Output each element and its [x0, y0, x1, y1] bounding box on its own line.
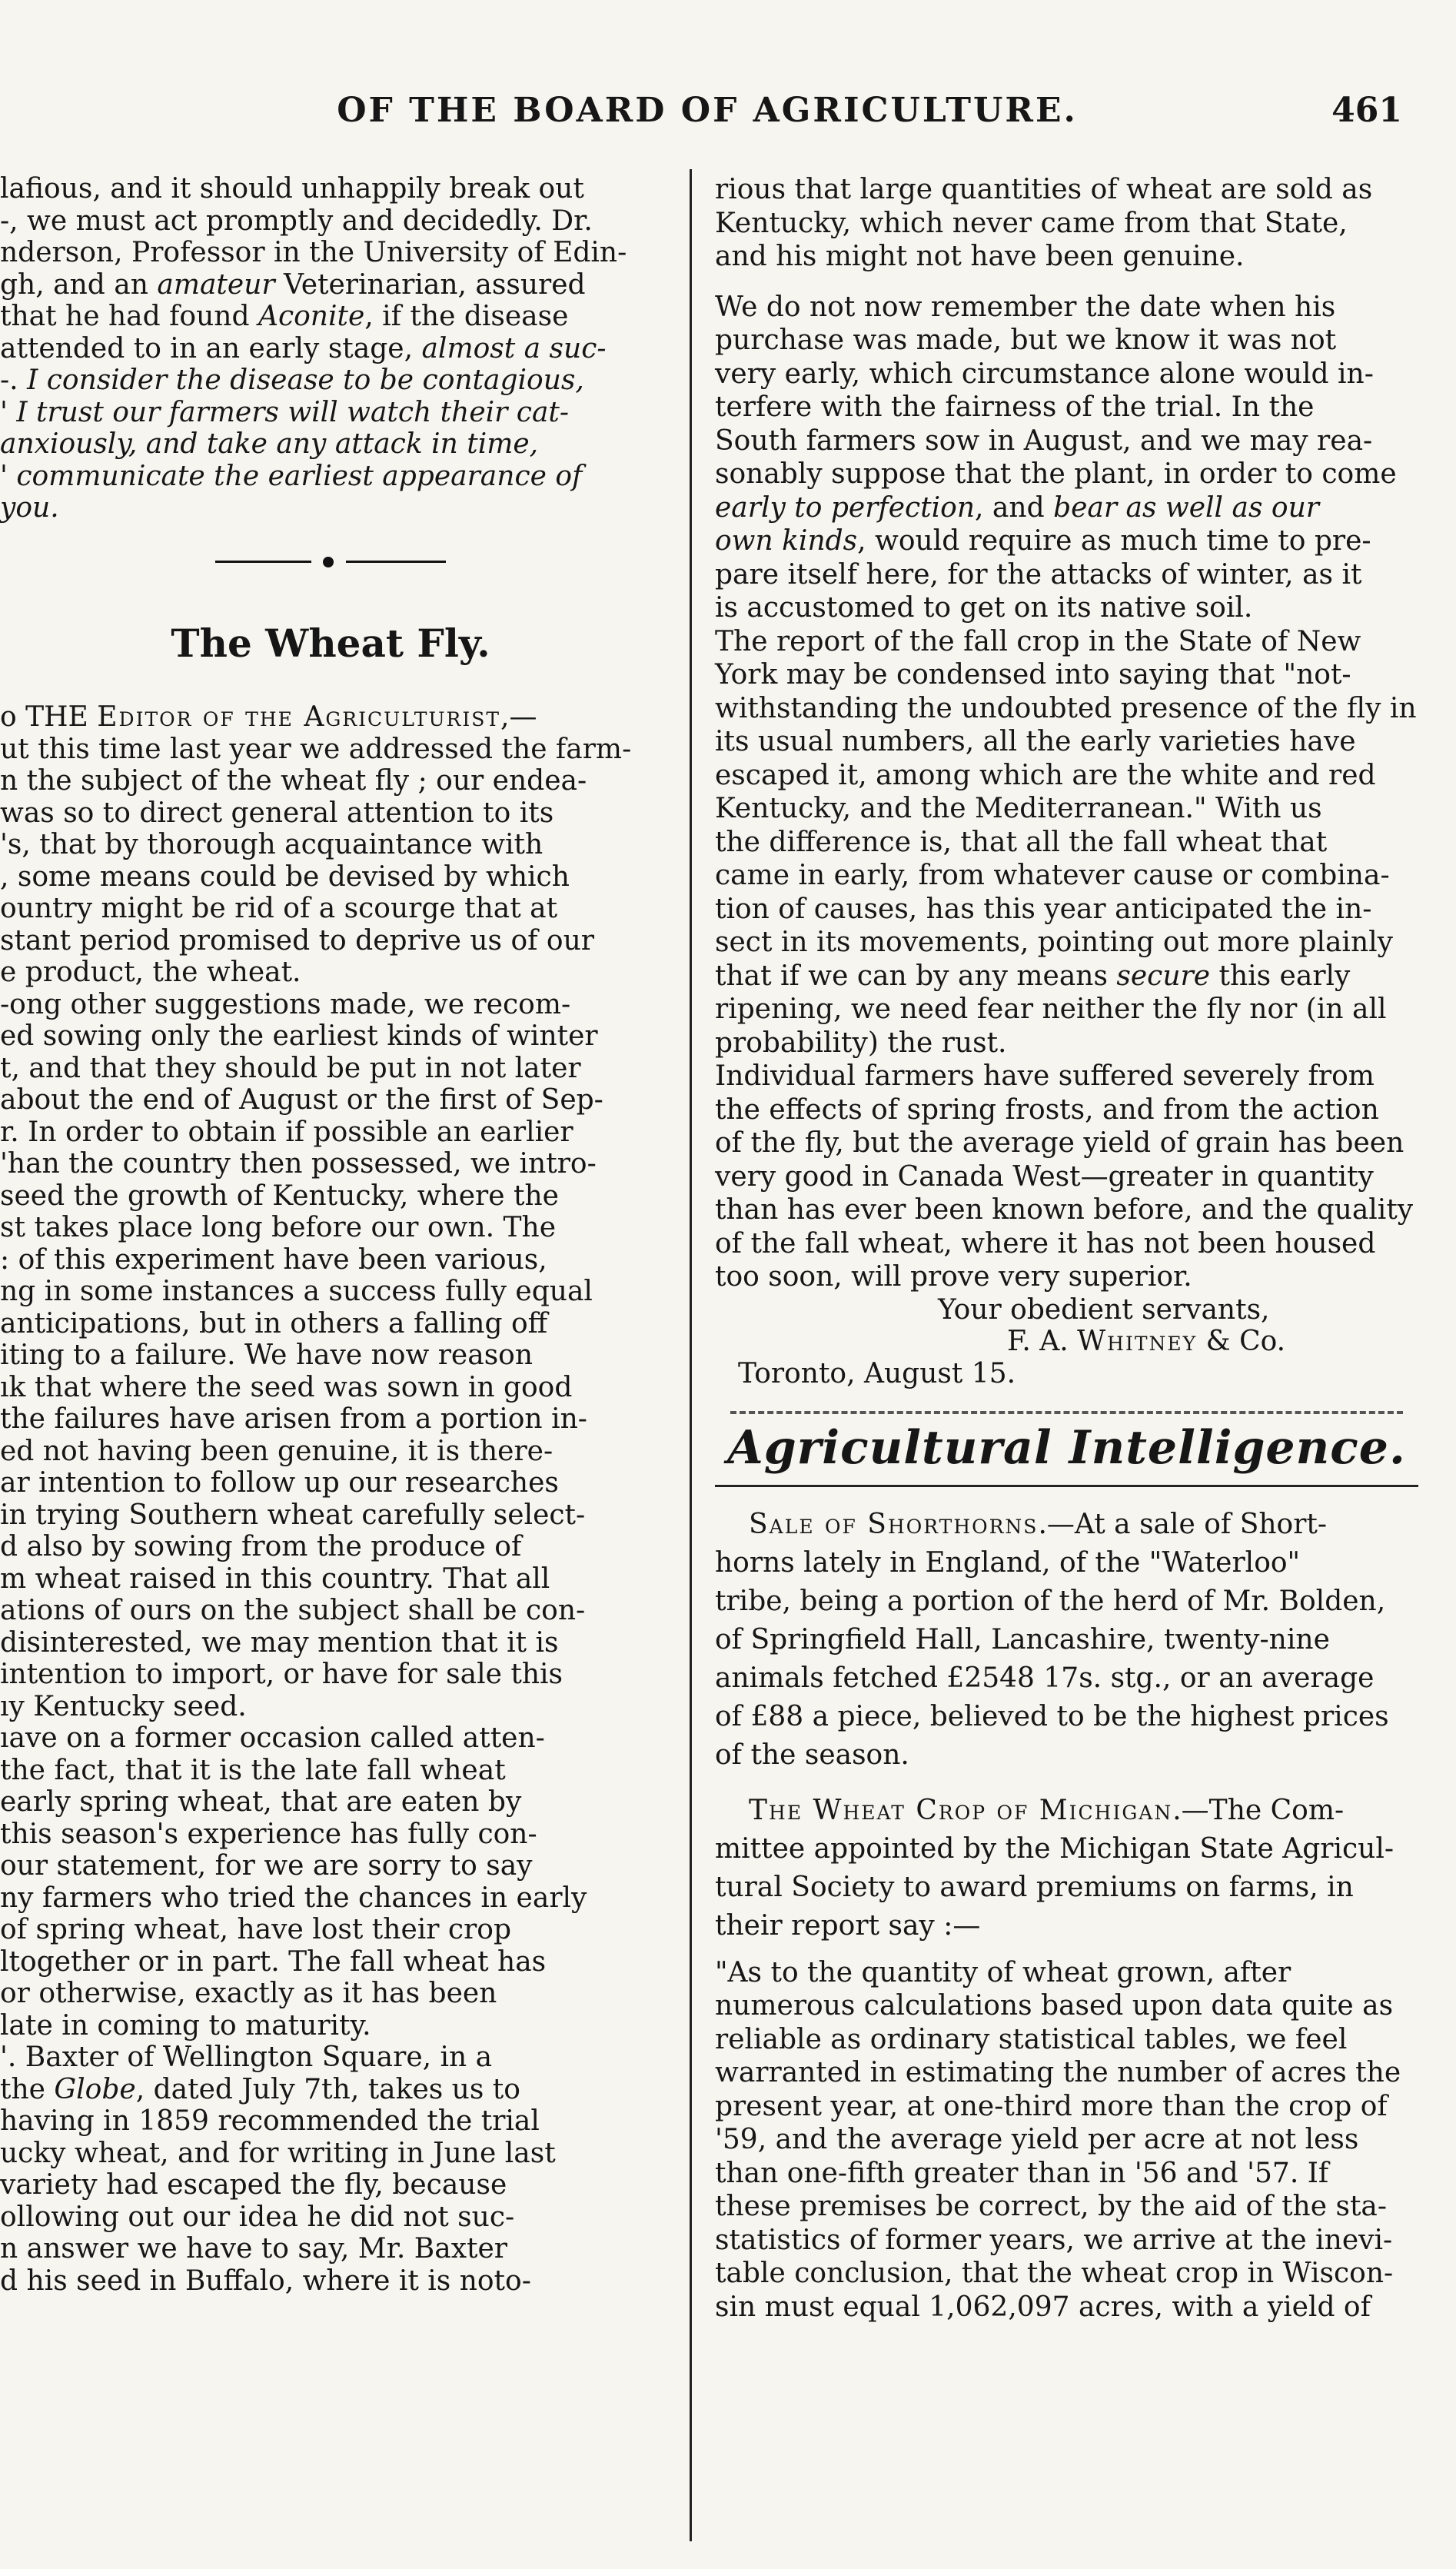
text-line: intention to import, or have for sale this: [0, 1659, 563, 1690]
text-line: ollowing out our idea he did not suc-: [0, 2201, 515, 2233]
text-line: warranted in estimating the number of acres the: [715, 2057, 1401, 2088]
italic-run: own kinds: [715, 525, 858, 557]
text-line: tural Society to award premiums on farms, in: [715, 1871, 1354, 1903]
small-caps-run: Whitney: [1077, 1326, 1198, 1357]
text-line: disinterested, we may mention that it is: [0, 1626, 559, 1659]
text-line: York may be condensed into saying that "not-: [715, 659, 1351, 691]
michigan-body: [715, 1830, 1418, 1945]
text-line: of spring wheat, have lost their crop: [0, 1914, 511, 1945]
text-line: ık that where the seed was sown in good: [0, 1371, 573, 1403]
text-line: "As to the quantity of wheat grown, after: [715, 1956, 1291, 1988]
paragraph: [715, 1060, 1418, 1294]
text-line: reliable as ordinary statistical tables, we feel: [715, 2023, 1348, 2055]
text-line: [715, 960, 1418, 993]
closing: Your obedient servants,: [938, 1293, 1270, 1326]
text-line: ıave on a former occasion called atten-: [0, 1722, 545, 1754]
left-column: [0, 173, 661, 2297]
text-line: nderson, Professor in the University of Edin-: [0, 237, 627, 268]
text-line: Kentucky, and the Mediterranean." With us: [715, 793, 1322, 824]
text-line: you.: [0, 492, 59, 524]
text-line: stant period promised to deprive us of our: [0, 924, 594, 957]
text-line: early spring wheat, that are eaten by: [0, 1786, 522, 1818]
text-line: withstanding the undoubted presence of the fly in: [715, 692, 1417, 724]
text-run: , would require as much time to pre-: [857, 525, 1371, 557]
text-line: ations of ours on the subject shall be con-: [0, 1595, 586, 1626]
text-line: the effects of spring frosts, and from the action: [715, 1093, 1379, 1126]
text-run: & Co.: [1197, 1326, 1286, 1357]
text-line: [0, 2074, 661, 2106]
text-line: escaped it, among which are the white and red: [715, 759, 1376, 791]
italic-run: secure: [1116, 960, 1211, 992]
text-run: o THE: [0, 701, 98, 733]
text-line: lafious, and it should unhappily break out: [0, 173, 584, 205]
text-line: We do not now remember the date when his: [715, 291, 1336, 323]
text-line: t, and that they should be put in not later: [0, 1052, 581, 1084]
text-line: of Springfield Hall, Lancashire, twenty-nine: [715, 1623, 1330, 1656]
text-line: variety had escaped the fly, because: [0, 2169, 507, 2201]
text-line: ut this time last year we addressed the farm-: [0, 733, 632, 765]
text-line: [0, 301, 661, 333]
text-line: ng in some instances a success fully equal: [0, 1276, 593, 1307]
text-line: ' I trust our farmers will watch their cat-: [0, 396, 570, 428]
text-line: animals fetched £2548 17s. stg., or an average: [715, 1662, 1375, 1694]
italic-run: almost a suc-: [421, 332, 607, 364]
paragraph: [715, 625, 1418, 960]
text-line: having in 1859 recommended the trial: [0, 2105, 540, 2137]
paragraph-end: [715, 993, 1418, 1060]
text-run: that he had found: [0, 301, 258, 332]
wheat-fly-letter-body: [0, 734, 661, 2074]
text-line: ıy Kentucky seed.: [0, 1690, 247, 1722]
italic-run: amateur: [157, 268, 275, 301]
text-line: these premises be correct, by the aid of the sta-: [715, 2191, 1388, 2222]
text-line: [0, 364, 661, 397]
text-line: ny farmers who tried the chances in early: [0, 1882, 587, 1914]
text-line: [715, 491, 1418, 525]
michigan-quote: [715, 1956, 1418, 2324]
text-line: -ong other suggestions made, we recom-: [0, 988, 571, 1020]
text-line: n answer we have to say, Mr. Baxter: [0, 2233, 507, 2265]
text-line: mittee appointed by the Michigan State Agricul-: [715, 1832, 1395, 1865]
text-line: ltogether or in part. The fall wheat has: [0, 1945, 547, 1978]
ornamental-divider: [215, 551, 446, 574]
text-line: table conclusion, that the wheat crop in Wiscon-: [715, 2258, 1394, 2289]
italic-run: Aconite: [258, 301, 365, 332]
text-line: terfere with the fairness of the trial. In the: [715, 391, 1315, 423]
wheat-fly-letter-tail: [0, 2105, 661, 2297]
text-line: the difference is, that all the fall wheat that: [715, 826, 1328, 858]
text-line: is accustomed to get on its native soil.: [715, 592, 1253, 624]
text-line: pare itself here, for the attacks of winter, as it: [715, 558, 1362, 591]
text-line: ar intention to follow up our researches: [0, 1467, 559, 1499]
italic-run: I consider the disease to be contagious,: [27, 364, 584, 396]
text-line: ed not having been genuine, it is there-: [0, 1435, 553, 1467]
italic-run: bear as well as our: [1053, 491, 1319, 524]
text-run: .—At a sale of Short-: [1038, 1508, 1328, 1540]
text-line: very early, which circumstance alone would in-: [715, 358, 1374, 390]
text-run: F. A.: [1007, 1326, 1078, 1357]
text-line: of the season.: [715, 1739, 909, 1771]
text-line: Individual farmers have suffered severely from: [715, 1060, 1375, 1092]
text-line: ripening, we need fear neither the fly nor (in all: [715, 993, 1387, 1025]
small-caps-run: The Wheat Crop of Michigan: [749, 1794, 1173, 1826]
text-line: of the fall wheat, where it has not been housed: [715, 1227, 1376, 1260]
text-line: too soon, will prove very superior.: [715, 1261, 1192, 1293]
text-run: the: [0, 2073, 55, 2105]
text-run: this early: [1210, 960, 1351, 992]
text-line: 's, that by thorough acquaintance with: [0, 829, 544, 860]
text-line: ucky wheat, and for writing in June last: [0, 2137, 556, 2169]
text-line: came in early, from whatever cause or combina-: [715, 860, 1390, 891]
text-line: their report say :—: [715, 1909, 981, 1942]
text-line: , some means could be devised by which: [0, 860, 570, 893]
horizontal-rule: [715, 1485, 1418, 1487]
shorthorns-item: [715, 1506, 1418, 1775]
text-run: , and: [975, 491, 1054, 524]
text-run: Veterinarian, assured: [274, 268, 586, 301]
text-line: the fact, that it is the late fall wheat: [0, 1754, 506, 1786]
text-line: The report of the fall crop in the State of New: [715, 625, 1361, 657]
text-line: sonably suppose that the plant, in order to come: [715, 458, 1397, 490]
text-line: of £88 a piece, believed to be the highest prices: [715, 1700, 1389, 1732]
text-line: '. Baxter of Wellington Square, in a: [0, 2042, 493, 2073]
small-caps-run: Editor of the Agriculturist: [97, 701, 501, 733]
text-line: [715, 1506, 1418, 1544]
text-line: d his seed in Buffalo, where it is noto-: [0, 2265, 531, 2297]
text-line: e product, the wheat.: [0, 957, 301, 988]
text-line: [0, 333, 661, 365]
running-head: OF THE BOARD OF AGRICULTURE.: [337, 91, 1078, 130]
text-run: gh, and an: [0, 268, 158, 301]
place-date: Toronto, August 15.: [738, 1357, 1016, 1389]
michigan-item: [715, 1792, 1418, 1945]
text-line: -, we must act promptly and decidedly. Dr.: [0, 205, 593, 237]
italic-run: Globe: [54, 2073, 136, 2105]
text-line: was so to direct general attention to its: [0, 797, 554, 829]
text-line: ountry might be rid of a scourge that at: [0, 893, 558, 924]
text-run: attended to in an early stage,: [0, 332, 422, 364]
continued-paragraph: [715, 173, 1418, 274]
paragraph-end: [715, 558, 1418, 625]
text-line: ' communicate the earliest appearance of: [0, 460, 583, 492]
text-line: tribe, being a portion of the herd of Mr. Bolden,: [715, 1585, 1386, 1617]
text-line: '59, and the average yield per acre at not less: [715, 2124, 1359, 2155]
text-line: d also by sowing from the produce of: [0, 1531, 522, 1562]
text-line: of the fly, but the average yield of grain has been: [715, 1127, 1404, 1159]
text-line: [715, 1792, 1418, 1830]
shorthorns-body: [715, 1544, 1418, 1775]
text-line: in trying Southern wheat carefully select-: [0, 1499, 586, 1531]
text-line: 'han the country then possessed, we intro-: [0, 1148, 597, 1180]
section-title-agricultural-intelligence: Agricultural Intelligence.: [727, 1421, 1406, 1475]
text-line: than one-fifth greater than in '56 and '57. If: [715, 2157, 1329, 2189]
intro-paragraph: [0, 173, 661, 524]
text-line: iting to a failure. We have now reason: [0, 1339, 534, 1371]
text-line: [715, 524, 1418, 558]
text-line: present year, at one-third more than the crop of: [715, 2090, 1388, 2122]
text-run: , dated July 7th, takes us to: [135, 2073, 520, 2105]
text-line: st takes place long before our own. The: [0, 1212, 557, 1243]
text-line: r. In order to obtain if possible an earlier: [0, 1116, 573, 1148]
signature: [715, 1326, 1418, 1358]
dashed-divider: [730, 1411, 1403, 1414]
text-line: Kentucky, which never came from that State,: [715, 207, 1348, 239]
text-line: about the end of August or the first of Sep-: [0, 1084, 603, 1116]
text-line: our statement, for we are sorry to say: [0, 1850, 533, 1882]
text-line: rious that large quantities of wheat are sold as: [715, 174, 1373, 205]
text-line: [0, 269, 661, 301]
text-line: this season's experience has fully con-: [0, 1818, 537, 1850]
column-divider: [690, 169, 692, 2541]
text-line: anticipations, but in others a falling off: [0, 1307, 548, 1339]
text-line: m wheat raised in this country. That all: [0, 1562, 550, 1595]
text-line: seed the growth of Kentucky, where the: [0, 1180, 559, 1212]
text-run: -.: [0, 364, 28, 396]
text-run: ,—: [500, 701, 537, 733]
text-line: purchase was made, but we know it was not: [715, 324, 1337, 356]
text-line: than has ever been known before, and the quality: [715, 1194, 1414, 1226]
text-line: and his might not have been genuine.: [715, 241, 1245, 272]
text-line: sect in its movements, pointing out more plainly: [715, 927, 1393, 958]
text-run: that if we can by any means: [715, 960, 1117, 992]
text-line: n the subject of the wheat fly ; our endea-: [0, 765, 587, 797]
text-line: very good in Canada West—greater in quantity: [715, 1160, 1374, 1193]
text-line: late in coming to maturity.: [0, 2009, 371, 2042]
text-line: or otherwise, exactly as it has been: [0, 1978, 497, 2009]
text-line: numerous calculations based upon data quite as: [715, 1990, 1394, 2022]
text-line: horns lately in England, of the "Waterloo": [715, 1546, 1301, 1579]
italic-run: early to perfection: [715, 491, 976, 524]
text-line: anxiously, and take any attack in time,: [0, 428, 539, 460]
text-line: statistics of former years, we arrive at the inevi-: [715, 2224, 1393, 2256]
text-line: its usual numbers, all the early varieties have: [715, 726, 1356, 757]
salutation: [0, 701, 661, 734]
small-caps-run: Sale of Shorthorns: [749, 1508, 1039, 1540]
text-run: .—The Com-: [1172, 1794, 1345, 1826]
text-line: tion of causes, has this year anticipated the in-: [715, 893, 1372, 925]
text-line: the failures have arisen from a portion in-: [0, 1403, 587, 1435]
text-line: sin must equal 1,062,097 acres, with a yield of: [715, 2291, 1371, 2323]
right-column: [715, 173, 1418, 2324]
text-run: , if the disease: [364, 301, 569, 332]
page-number: 461: [1331, 91, 1402, 130]
section-title-wheat-fly: The Wheat Fly.: [171, 620, 490, 666]
text-line: ed sowing only the earliest kinds of winter: [0, 1020, 598, 1052]
text-line: South farmers sow in August, and we may rea-: [715, 424, 1373, 457]
text-line: probability) the rust.: [715, 1027, 1007, 1059]
paragraph: [715, 291, 1418, 491]
text-line: : of this experiment have been various,: [0, 1243, 547, 1276]
